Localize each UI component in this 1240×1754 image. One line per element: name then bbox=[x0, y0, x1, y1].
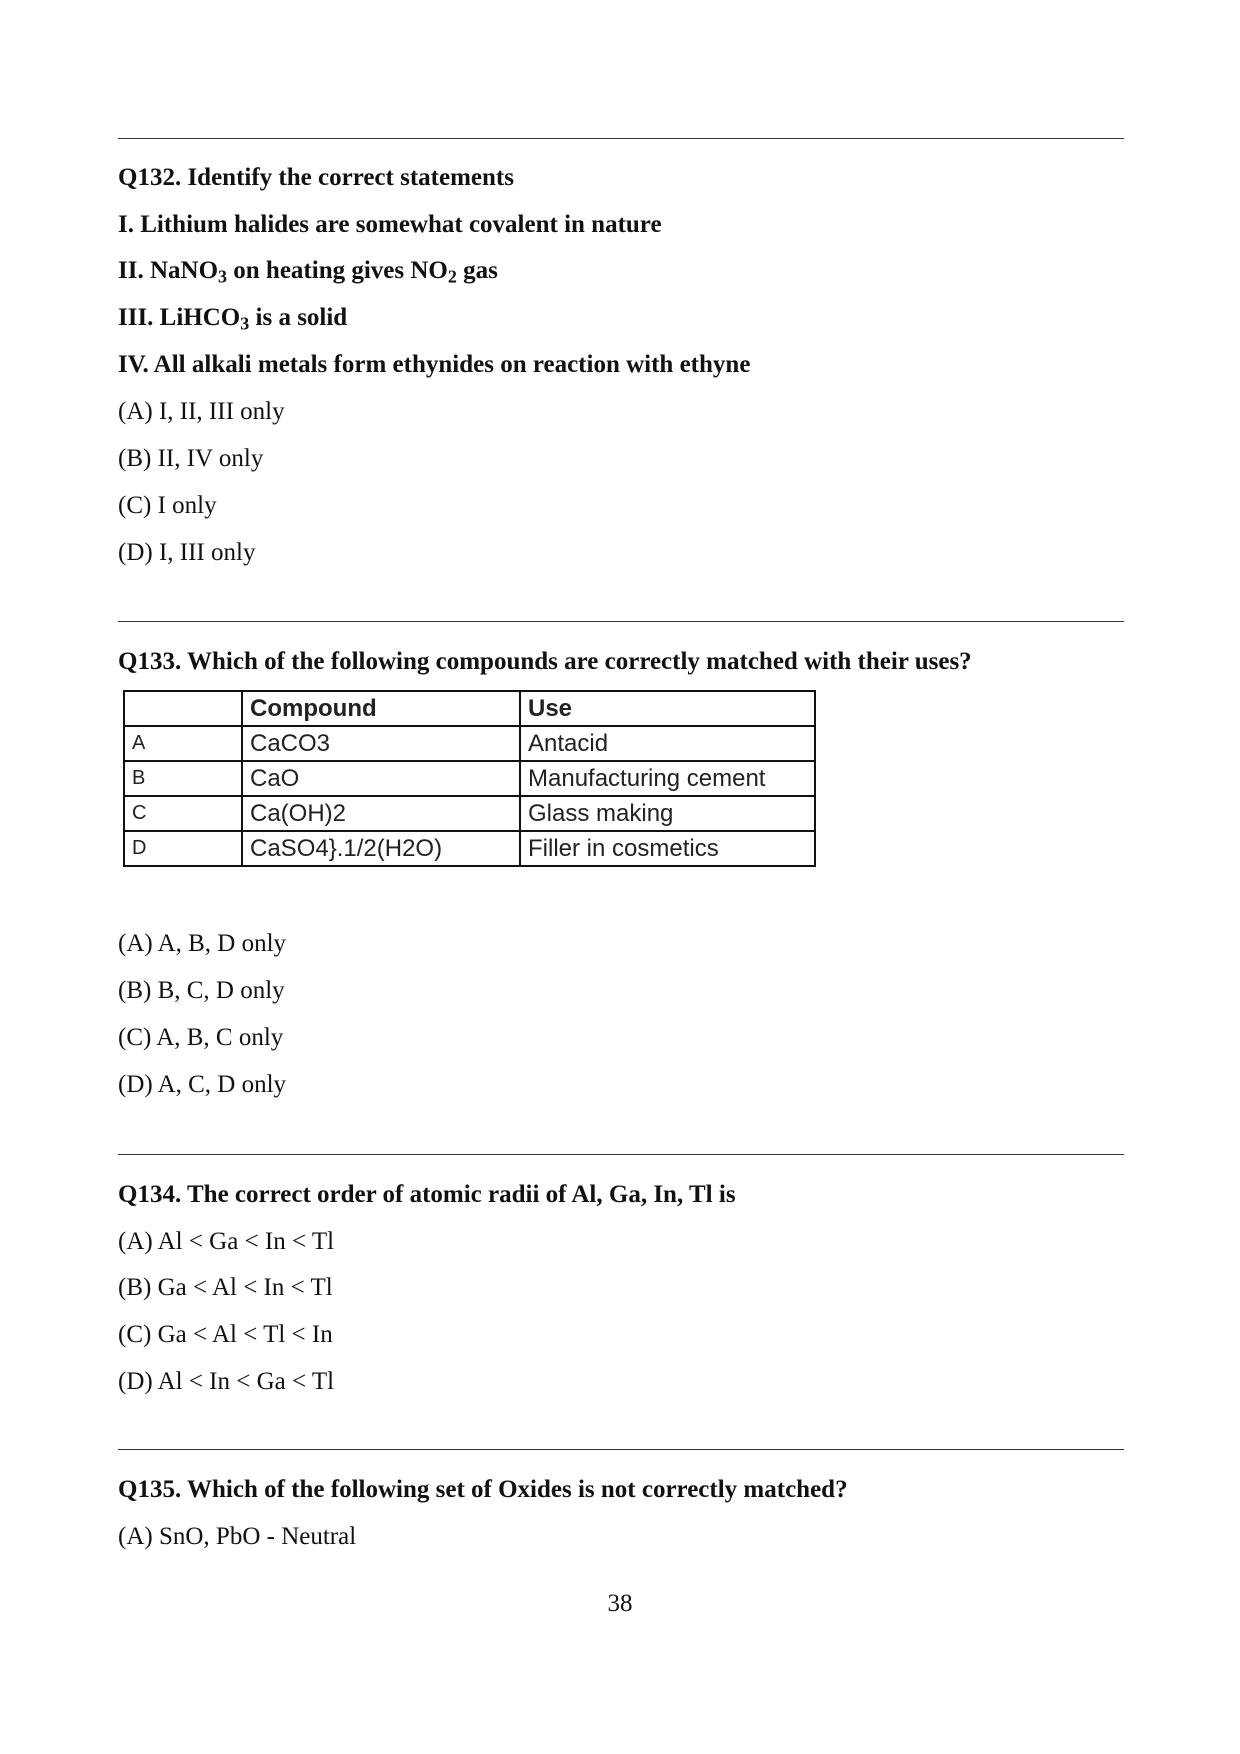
compound-use-table bbox=[123, 690, 816, 867]
q132-statement-1: I. Lithium halides are somewhat covalent in nature bbox=[118, 211, 662, 238]
q132-title: Q132. Identify the correct statements bbox=[118, 164, 514, 191]
q135-title: Q135. Which of the following set of Oxides is not correctly matched? bbox=[118, 1476, 848, 1503]
q134-option-d: (D) Al < In < Ga < Tl bbox=[118, 1368, 335, 1395]
table-cell-label: C bbox=[124, 796, 242, 831]
q133-option-b: (B) B, C, D only bbox=[118, 977, 285, 1004]
table-row bbox=[124, 831, 815, 866]
q134-title: Q134. The correct order of atomic radii of Al, Ga, In, Tl is bbox=[118, 1181, 736, 1208]
divider-q133 bbox=[118, 621, 1124, 622]
table-cell-compound: Ca(OH)2 bbox=[242, 796, 520, 831]
table-cell-compound: CaSO4}.1/2(H2O) bbox=[242, 831, 520, 866]
q134-option-b: (B) Ga < Al < In < Tl bbox=[118, 1274, 333, 1301]
q134-option-a: (A) Al < Ga < In < Tl bbox=[118, 1228, 335, 1255]
table-row bbox=[124, 796, 815, 831]
table-cell-use: Antacid bbox=[520, 726, 815, 761]
table-cell-compound: CaO bbox=[242, 761, 520, 796]
divider-q132 bbox=[118, 138, 1124, 139]
q133-option-d: (D) A, C, D only bbox=[118, 1071, 287, 1098]
q132-statement-3: III. LiHCO$_3$ is a solid bbox=[118, 304, 348, 334]
q132-option-a: (A) I, II, III only bbox=[118, 398, 285, 425]
table-cell-label: B bbox=[124, 761, 242, 796]
q132-statement-2: II. NaNO$_3$ on heating gives $NO_2$ gas bbox=[118, 257, 498, 287]
table-row bbox=[124, 726, 815, 761]
page-number: 38 bbox=[607, 1590, 633, 1617]
q132-option-c: (C) I only bbox=[118, 492, 217, 519]
table-cell-compound: CaCO3 bbox=[242, 726, 520, 761]
q133-option-a: (A) A, B, D only bbox=[118, 930, 287, 957]
q133-option-c: (C) A, B, C only bbox=[118, 1024, 284, 1051]
q132-statement-4: IV. All alkali metals form ethynides on reaction with ethyne bbox=[118, 351, 751, 378]
table-cell-label: D bbox=[124, 831, 242, 866]
table-header-use: Use bbox=[520, 691, 815, 726]
table-cell-use: Glass making bbox=[520, 796, 815, 831]
q132-option-d: (D) I, III only bbox=[118, 539, 256, 566]
table-header-row bbox=[124, 691, 815, 726]
divider-q135 bbox=[118, 1449, 1124, 1450]
table-row bbox=[124, 761, 815, 796]
divider-q134 bbox=[118, 1154, 1124, 1155]
table-cell-use: Manufacturing cement bbox=[520, 761, 815, 796]
q135-option-a: (A) SnO, PbO - Neutral bbox=[118, 1523, 357, 1550]
table-header-cell bbox=[124, 691, 242, 726]
table-cell-label: A bbox=[124, 726, 242, 761]
q132-option-b: (B) II, IV only bbox=[118, 445, 264, 472]
table-header-compound: Compound bbox=[242, 691, 520, 726]
q133-title: Q133. Which of the following compounds are correctly matched with their uses? bbox=[118, 648, 972, 675]
table-cell-use: Filler in cosmetics bbox=[520, 831, 815, 866]
q134-option-c: (C) Ga < Al < Tl < In bbox=[118, 1321, 333, 1348]
